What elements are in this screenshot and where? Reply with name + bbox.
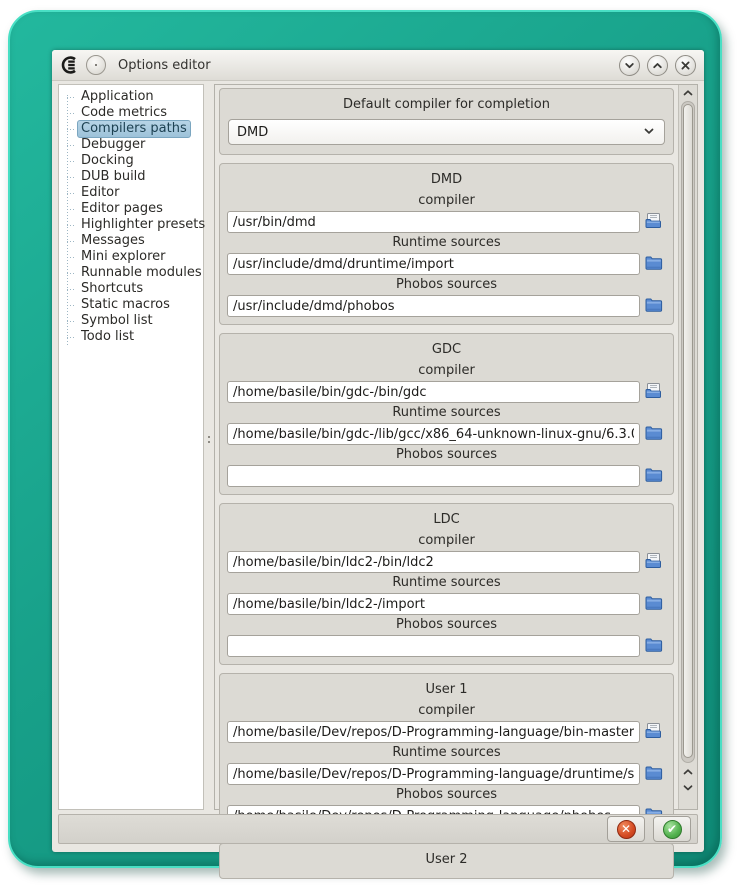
- cancel-x-icon: ✕: [617, 820, 636, 839]
- field-row: [227, 593, 666, 615]
- titlebar[interactable]: [52, 50, 704, 81]
- dmd-runtime-sources-label: Runtime sources: [392, 235, 501, 250]
- ldc-phobos-sources-browse-button[interactable]: [640, 635, 666, 657]
- gdc-runtime-sources-input[interactable]: [227, 423, 640, 445]
- field-row: [227, 551, 666, 573]
- open-folder-icon: [644, 594, 663, 614]
- accept-button[interactable]: [653, 816, 691, 842]
- sidebar-item-compilers-paths[interactable]: [77, 121, 201, 137]
- group-title: User 2: [425, 852, 468, 867]
- sidebar-item-editor-pages[interactable]: [77, 201, 201, 217]
- field-row: [227, 465, 666, 487]
- sidebar-item-label: Compilers paths: [77, 120, 191, 138]
- open-folder-icon: [644, 424, 663, 444]
- unshade-button[interactable]: [647, 55, 668, 76]
- open-file-icon: [644, 212, 663, 232]
- sidebar-item-label: Symbol list: [81, 313, 153, 328]
- field-row: [227, 211, 666, 233]
- gdc-phobos-sources-browse-button[interactable]: [640, 465, 666, 487]
- sidebar-item-messages[interactable]: [77, 233, 201, 249]
- sidebar-item-label: Editor pages: [81, 201, 163, 216]
- dmd-phobos-sources-browse-button[interactable]: [640, 295, 666, 317]
- sidebar-item-runnable-modules[interactable]: [77, 265, 201, 281]
- open-folder-icon: [644, 764, 663, 784]
- categories-sidebar: [58, 84, 204, 810]
- dmd-compiler-input[interactable]: [227, 211, 640, 233]
- group-title: GDC: [431, 342, 462, 357]
- user-1-compiler-browse-button[interactable]: [640, 721, 666, 743]
- field-row: [227, 635, 666, 657]
- sidebar-item-label: Application: [81, 89, 154, 104]
- sidebar-item-code-metrics[interactable]: [77, 105, 201, 121]
- dialog-button-bar: [58, 814, 698, 844]
- field-row: [227, 721, 666, 743]
- sidebar-item-label: Todo list: [81, 329, 135, 344]
- group-title: User 1: [425, 682, 468, 697]
- sidebar-item-highlighter-presets[interactable]: [77, 217, 206, 233]
- dmd-runtime-sources-browse-button[interactable]: [640, 253, 666, 275]
- sidebar-item-label: Mini explorer: [81, 249, 166, 264]
- gdc-compiler-browse-button[interactable]: [640, 381, 666, 403]
- chevron-down-icon: [623, 59, 636, 72]
- field-row: [227, 763, 666, 785]
- scroll-up-button-secondary[interactable]: [679, 765, 697, 779]
- user-1-runtime-sources-input[interactable]: [227, 763, 640, 785]
- open-file-icon: [644, 552, 663, 572]
- user-1-compiler-input[interactable]: [227, 721, 640, 743]
- sidebar-item-label: Runnable modules: [81, 265, 202, 280]
- sidebar-item-shortcuts[interactable]: [77, 281, 201, 297]
- open-folder-icon: [644, 254, 663, 274]
- dmd-compiler-label: compiler: [418, 193, 475, 208]
- sidebar-item-label: Code metrics: [81, 105, 168, 120]
- sidebar-item-editor[interactable]: [77, 185, 201, 201]
- sidebar-item-label: Shortcuts: [81, 281, 144, 296]
- window-frame: [8, 10, 722, 868]
- close-button[interactable]: [675, 55, 696, 76]
- field-row: [227, 253, 666, 275]
- sidebar-item-label: DUB build: [81, 169, 146, 184]
- window-title: Options editor: [118, 57, 211, 73]
- dmd-phobos-sources-label: Phobos sources: [395, 277, 498, 292]
- default-compiler-groupbox: [219, 88, 674, 155]
- dmd-phobos-sources-input[interactable]: [227, 295, 640, 317]
- dmd-runtime-sources-input[interactable]: [227, 253, 640, 275]
- settings-viewport: [215, 85, 678, 867]
- chevron-up-icon: [651, 59, 664, 72]
- accept-check-icon: ✔: [663, 820, 682, 839]
- open-folder-icon: [644, 466, 663, 486]
- gdc-runtime-sources-browse-button[interactable]: [640, 423, 666, 445]
- sidebar-item-mini-explorer[interactable]: [77, 249, 201, 265]
- sidebar-item-label: Editor: [81, 185, 120, 200]
- sidebar-item-symbol-list[interactable]: [77, 313, 201, 329]
- sidebar-item-todo-list[interactable]: [77, 329, 201, 345]
- sidebar-item-docking[interactable]: [77, 153, 201, 169]
- sidebar-item-label: Highlighter presets: [81, 217, 206, 232]
- ldc-compiler-label: compiler: [418, 533, 475, 548]
- default-compiler-title: Default compiler for completion: [343, 97, 550, 112]
- ldc-compiler-browse-button[interactable]: [640, 551, 666, 573]
- ldc-groupbox: [219, 503, 674, 665]
- gdc-compiler-input[interactable]: [227, 381, 640, 403]
- sidebar-item-debugger[interactable]: [77, 137, 201, 153]
- dmd-groupbox: [219, 163, 674, 325]
- default-compiler-value: DMD: [237, 124, 269, 140]
- close-icon: [679, 59, 692, 72]
- cancel-button[interactable]: [607, 816, 645, 842]
- group-title: LDC: [433, 512, 460, 527]
- field-row: [227, 381, 666, 403]
- categories-tree: [63, 89, 206, 345]
- user-1-runtime-sources-label: Runtime sources: [392, 745, 501, 760]
- open-file-icon: [644, 722, 663, 742]
- gdc-phobos-sources-label: Phobos sources: [395, 447, 498, 462]
- ldc-runtime-sources-label: Runtime sources: [392, 575, 501, 590]
- default-compiler-select[interactable]: [228, 119, 665, 145]
- group-title: DMD: [430, 172, 463, 187]
- field-row: [227, 423, 666, 445]
- ldc-runtime-sources-input[interactable]: [227, 593, 640, 615]
- scrollbar-thumb[interactable]: [683, 104, 693, 758]
- sidebar-item-dub-build[interactable]: [77, 169, 201, 185]
- ldc-compiler-input[interactable]: [227, 551, 640, 573]
- window-menu-button[interactable]: [86, 55, 106, 75]
- user-1-compiler-label: compiler: [418, 703, 475, 718]
- compilers-paths-panel: [214, 84, 698, 867]
- user-1-groupbox: [219, 673, 674, 835]
- dmd-compiler-browse-button[interactable]: [640, 211, 666, 233]
- field-row: [227, 295, 666, 317]
- vertical-scrollbar[interactable]: [678, 85, 697, 809]
- gdc-groupbox: [219, 333, 674, 495]
- sidebar-item-label: Debugger: [81, 137, 146, 152]
- user-1-runtime-sources-browse-button[interactable]: [640, 763, 666, 785]
- gdc-phobos-sources-input[interactable]: [227, 465, 640, 487]
- ldc-phobos-sources-input[interactable]: [227, 635, 640, 657]
- scroll-up-button[interactable]: [679, 86, 697, 100]
- sidebar-item-label: Static macros: [81, 297, 170, 312]
- open-folder-icon: [644, 296, 663, 316]
- scrollbar-track[interactable]: [681, 101, 695, 763]
- sidebar-item-label: Docking: [81, 153, 134, 168]
- chevron-down-icon: [642, 123, 656, 142]
- user-2-groupbox: [219, 843, 674, 879]
- open-folder-icon: [644, 636, 663, 656]
- shade-button[interactable]: [619, 55, 640, 76]
- open-file-icon: [644, 382, 663, 402]
- splitter-handle[interactable]: [204, 84, 214, 810]
- scroll-down-button[interactable]: [679, 781, 697, 795]
- gdc-runtime-sources-label: Runtime sources: [392, 405, 501, 420]
- gdc-compiler-label: compiler: [418, 363, 475, 378]
- coedit-logo-icon: [60, 55, 80, 75]
- sidebar-item-static-macros[interactable]: [77, 297, 201, 313]
- ldc-runtime-sources-browse-button[interactable]: [640, 593, 666, 615]
- sidebar-item-application[interactable]: [77, 89, 201, 105]
- content-area: [58, 84, 698, 867]
- options-editor-window: [52, 50, 704, 867]
- ldc-phobos-sources-label: Phobos sources: [395, 617, 498, 632]
- sidebar-item-label: Messages: [81, 233, 145, 248]
- user-1-phobos-sources-label: Phobos sources: [395, 787, 498, 802]
